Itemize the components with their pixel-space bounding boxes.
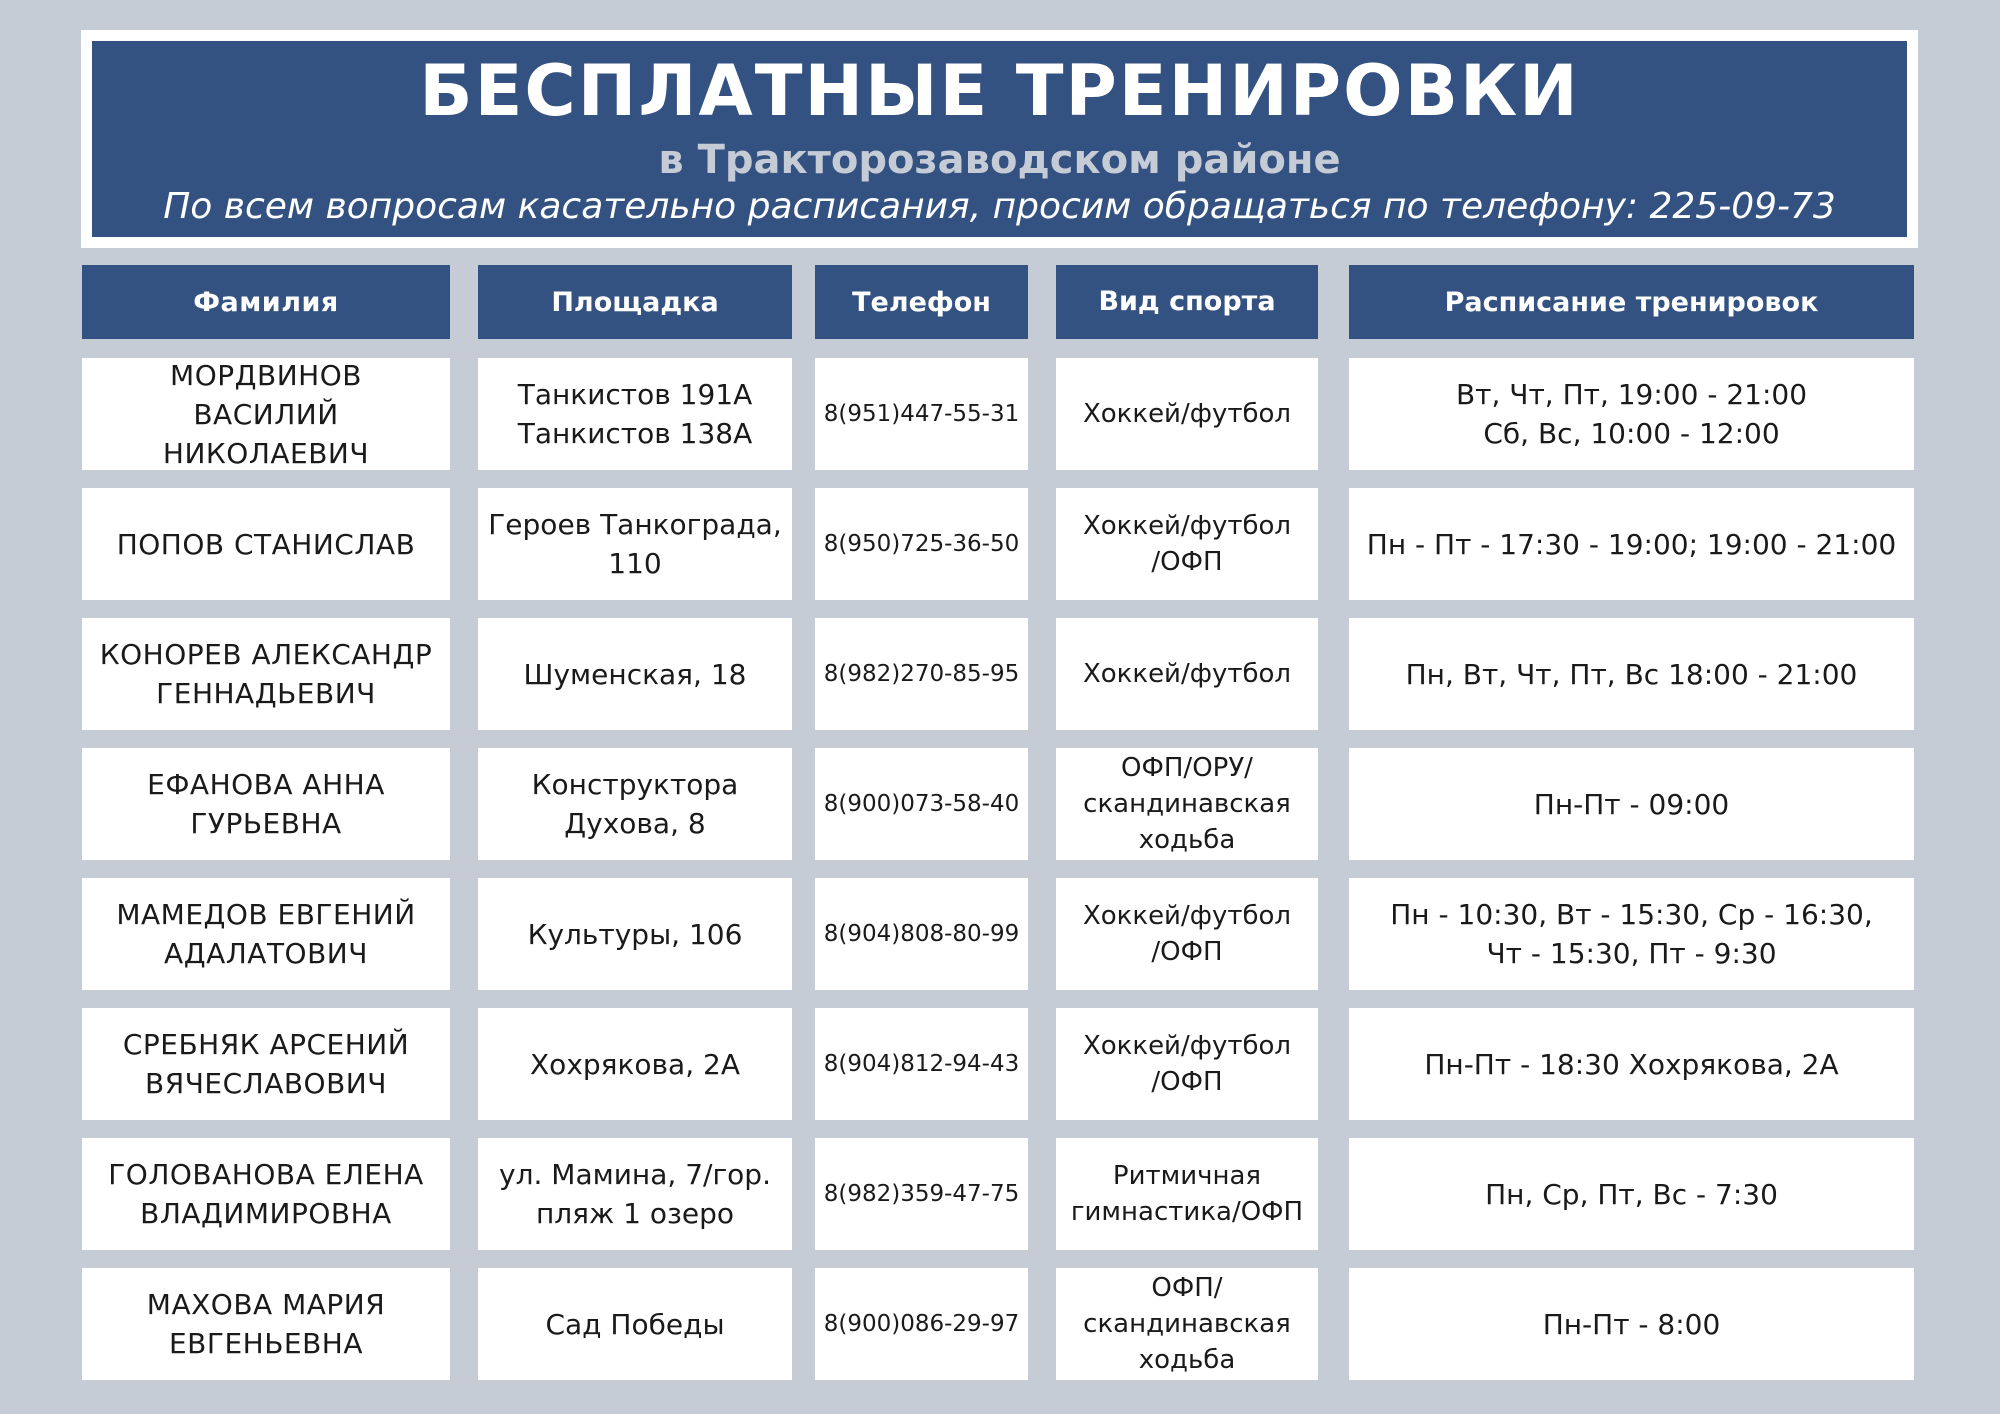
cell-line: Пн-Пт - 18:30 Хохрякова, 2А — [1424, 1047, 1839, 1081]
cell-line: ГОЛОВАНОВА ЕЛЕНА — [108, 1158, 424, 1191]
table-cell-name — [82, 1138, 450, 1250]
table-cell-sport — [1056, 1268, 1318, 1380]
page-subtitle: в Тракторозаводском районе — [658, 137, 1341, 183]
cell-line: Пн-Пт - 8:00 — [1542, 1307, 1721, 1341]
cell-line: АДАЛАТОВИЧ — [164, 937, 368, 970]
cell-line: 8(904)812-94-43 — [823, 1050, 1020, 1077]
cell-line: скандинавская — [1083, 789, 1291, 819]
table-cell-name — [82, 878, 450, 990]
cell-text — [488, 505, 782, 583]
cell-text — [532, 765, 739, 843]
column-header-name: Фамилия — [82, 265, 450, 339]
cell-line: гимнастика/ОФП — [1070, 1197, 1304, 1227]
cell-line: ГЕННАДЬЕВИЧ — [156, 677, 376, 710]
table-cell-sport — [1056, 488, 1318, 600]
cell-text — [824, 1045, 1020, 1084]
cell-line: 8(900)073-58-40 — [823, 790, 1020, 817]
table-cell-name — [82, 358, 450, 470]
cell-line: Пн - Пт - 17:30 - 19:00; 19:00 - 21:00 — [1366, 527, 1897, 561]
cell-text — [528, 915, 743, 954]
table-cell-name — [82, 488, 450, 600]
contact-text: По всем вопросам касательно расписания, просим обращаться по телефону: — [163, 186, 1650, 227]
column-header-place: Площадка — [478, 265, 792, 339]
cell-line: ГУРЬЕВНА — [190, 807, 342, 840]
cell-text — [117, 525, 416, 564]
cell-text — [824, 1175, 1020, 1214]
cell-line: Конструктора — [531, 768, 739, 801]
cell-line: ВЛАДИМИРОВНА — [140, 1197, 392, 1230]
cell-line: 8(950)725-36-50 — [823, 530, 1020, 557]
cell-line: 8(904)808-80-99 — [823, 920, 1020, 947]
cell-text — [1083, 656, 1291, 692]
cell-text — [147, 765, 385, 843]
cell-line: 110 — [608, 547, 662, 580]
cell-text — [1456, 375, 1807, 453]
page-title: БЕСПЛАТНЫЕ ТРЕНИРОВКИ — [419, 50, 1580, 132]
cell-line: ОФП/ — [1151, 1273, 1223, 1303]
cell-line: 8(982)270-85-95 — [823, 660, 1020, 687]
cell-text — [1406, 655, 1858, 694]
table-cell-name — [82, 1268, 450, 1380]
cell-line: ходьба — [1138, 1345, 1236, 1375]
table-cell-phone — [815, 488, 1028, 600]
cell-line: НИКОЛАЕВИЧ — [162, 436, 370, 470]
cell-line: Хоккей/футбол — [1082, 659, 1292, 689]
column-header-schedule: Расписание тренировок — [1349, 265, 1914, 339]
cell-line: 8(900)086-29-97 — [823, 1310, 1020, 1337]
cell-text — [499, 1155, 771, 1233]
cell-line: Сб, Вс, 10:00 - 12:00 — [1483, 417, 1780, 450]
cell-text — [1083, 750, 1291, 858]
table-cell-schedule — [1349, 878, 1914, 990]
cell-line: Хоккей/футбол — [1082, 901, 1292, 931]
cell-line: Танкистов 138А — [517, 417, 753, 450]
cell-text — [123, 1025, 409, 1103]
table-cell-phone — [815, 358, 1028, 470]
cell-line: МОРДВИНОВ — [170, 358, 362, 392]
table-cell-place — [478, 1008, 792, 1120]
table-cell-place — [478, 358, 792, 470]
table-cell-place — [478, 878, 792, 990]
cell-text — [1083, 898, 1291, 970]
cell-text — [824, 655, 1020, 694]
table-cell-place — [478, 1138, 792, 1250]
cell-line: ВАСИЛИЙ — [193, 397, 339, 431]
cell-line: Духова, 8 — [564, 807, 706, 840]
table-cell-phone — [815, 878, 1028, 990]
cell-text — [1485, 1175, 1778, 1214]
cell-text — [824, 395, 1020, 434]
cell-text — [1083, 1270, 1291, 1378]
table-cell-sport — [1056, 878, 1318, 990]
table-cell-schedule — [1349, 748, 1914, 860]
cell-text — [1424, 1045, 1838, 1084]
cell-line: Пн, Ср, Пт, Вс - 7:30 — [1485, 1177, 1778, 1211]
cell-line: ОФП/ОРУ/ — [1121, 753, 1253, 783]
cell-text — [1083, 396, 1291, 432]
table-cell-phone — [815, 748, 1028, 860]
cell-line: Танкистов 191А — [517, 378, 753, 411]
cell-line: Хоккей/футбол — [1082, 511, 1292, 541]
contact-line — [92, 185, 1907, 229]
cell-text — [824, 785, 1020, 824]
cell-text — [100, 635, 433, 713]
cell-line: Пн, Вт, Чт, Пт, Вс 18:00 - 21:00 — [1405, 657, 1858, 691]
cell-text — [530, 1045, 740, 1084]
cell-text — [108, 1155, 424, 1233]
cell-line: МАМЕДОВ ЕВГЕНИЙ — [116, 898, 416, 931]
column-header-phone: Телефон — [815, 265, 1028, 339]
cell-line: Пн - 10:30, Вт - 15:30, Ср - 16:30, — [1390, 898, 1873, 931]
cell-text — [1390, 895, 1873, 973]
cell-text — [1071, 1158, 1303, 1230]
cell-text — [545, 1305, 724, 1344]
header-banner — [81, 30, 1918, 248]
cell-line: Хоккей/футбол — [1082, 399, 1292, 429]
table-cell-schedule — [1349, 488, 1914, 600]
cell-line: ходьба — [1138, 825, 1236, 855]
cell-text — [147, 1285, 385, 1363]
cell-line: 8(982)359-47-75 — [823, 1180, 1020, 1207]
table-cell-sport — [1056, 1138, 1318, 1250]
cell-text — [518, 375, 753, 453]
table-cell-sport — [1056, 748, 1318, 860]
cell-line: Шуменская, 18 — [523, 657, 747, 691]
table-cell-schedule — [1349, 1138, 1914, 1250]
cell-line: Пн-Пт - 09:00 — [1533, 787, 1730, 821]
table-cell-phone — [815, 618, 1028, 730]
cell-text — [163, 356, 369, 473]
header-panel — [92, 41, 1907, 237]
cell-text — [116, 895, 415, 973]
cell-text — [824, 525, 1020, 564]
cell-line: ВЯЧЕСЛАВОВИЧ — [145, 1067, 387, 1100]
cell-line: КОНОРЕВ АЛЕКСАНДР — [99, 638, 433, 671]
table-cell-place — [478, 488, 792, 600]
cell-line: /ОФП — [1151, 547, 1223, 577]
column-header-sport: Вид спорта — [1056, 265, 1318, 339]
cell-text — [824, 1305, 1020, 1344]
table-cell-schedule — [1349, 618, 1914, 730]
table-cell-sport — [1056, 1008, 1318, 1120]
cell-text — [1083, 1028, 1291, 1100]
table-cell-name — [82, 1008, 450, 1120]
cell-line: /ОФП — [1151, 937, 1223, 967]
cell-line: Хоккей/футбол — [1082, 1031, 1292, 1061]
cell-line: пляж 1 озеро — [535, 1197, 735, 1230]
cell-line: Вт, Чт, Пт, 19:00 - 21:00 — [1455, 378, 1808, 411]
cell-line: 8(951)447-55-31 — [823, 400, 1020, 427]
cell-line: Сад Победы — [545, 1307, 725, 1341]
cell-line: ПОПОВ СТАНИСЛАВ — [116, 527, 416, 561]
cell-line: Ритмичная — [1112, 1161, 1262, 1191]
table-cell-name — [82, 618, 450, 730]
cell-line: Героев Танкограда, — [488, 508, 782, 541]
cell-line: СРЕБНЯК АРСЕНИЙ — [122, 1028, 410, 1061]
cell-text — [1083, 508, 1291, 580]
cell-line: ЕВГЕНЬЕВНА — [168, 1327, 364, 1360]
cell-line: /ОФП — [1151, 1067, 1223, 1097]
cell-line: Чт - 15:30, Пт - 9:30 — [1486, 937, 1777, 970]
table-cell-schedule — [1349, 1008, 1914, 1120]
table-cell-phone — [815, 1268, 1028, 1380]
table-cell-place — [478, 748, 792, 860]
table-cell-schedule — [1349, 358, 1914, 470]
table-cell-sport — [1056, 618, 1318, 730]
cell-line: Культуры, 106 — [527, 917, 743, 951]
cell-text — [1367, 525, 1896, 564]
cell-text — [1543, 1305, 1721, 1344]
cell-text — [1534, 785, 1729, 824]
table-cell-phone — [815, 1008, 1028, 1120]
table-cell-schedule — [1349, 1268, 1914, 1380]
table-cell-phone — [815, 1138, 1028, 1250]
table-cell-place — [478, 1268, 792, 1380]
cell-text — [824, 915, 1020, 954]
cell-line: ул. Мамина, 7/гор. — [499, 1158, 771, 1191]
cell-text — [524, 655, 747, 694]
contact-phone: 225-09-73 — [1649, 186, 1836, 227]
cell-line: МАХОВА МАРИЯ — [146, 1288, 386, 1321]
table-cell-place — [478, 618, 792, 730]
table-cell-name — [82, 748, 450, 860]
cell-line: Хохрякова, 2А — [530, 1047, 740, 1081]
cell-line: скандинавская — [1083, 1309, 1291, 1339]
cell-line: ЕФАНОВА АННА — [147, 768, 385, 801]
table-cell-sport — [1056, 358, 1318, 470]
